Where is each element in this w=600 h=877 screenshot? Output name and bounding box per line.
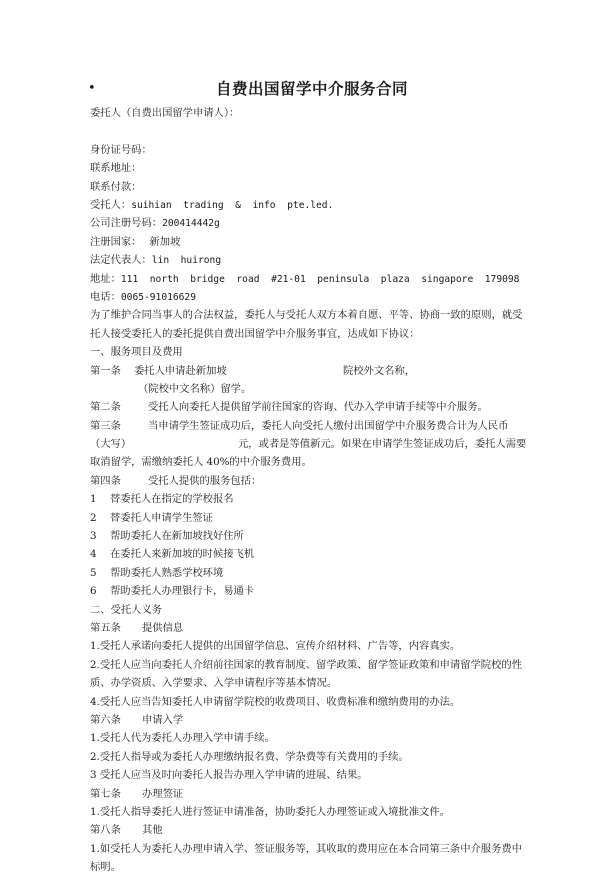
service-number: 4 — [90, 548, 97, 561]
phone-label: 电话： — [90, 290, 121, 303]
article-6-item: 2.受托人指导或为委托人办理缴纳报名费、学杂费等有关费用的手续。 — [90, 750, 409, 763]
service-text: 替委托人在指定的学校报名 — [110, 493, 234, 506]
service-item — [90, 582, 530, 600]
article-7 — [90, 785, 530, 803]
contact-line — [90, 178, 530, 196]
article-6 — [90, 711, 530, 729]
bullet-icon: • — [88, 81, 96, 96]
service-text: 帮助委托人熟悉学校环境 — [110, 566, 224, 579]
article-2-label: 第二条 — [90, 401, 121, 414]
rep-label: 法定代表人： — [90, 254, 152, 267]
article-7-label: 第七条 — [90, 787, 121, 800]
phone-line — [90, 288, 530, 306]
article-8-item: 1.如受托人为委托人办理申请入学、签证服务等，其收取的费用应在本合同第三条中介服务费中标明。 — [90, 842, 522, 874]
article-6-item: 3 受托人应当及时向委托人报告办理入学申请的进展、结果。 — [90, 769, 368, 782]
article-1-text: 委托人申请赴新加坡 — [134, 364, 227, 377]
article-1 — [90, 362, 530, 380]
contact-label: 联系付款： — [90, 180, 142, 193]
article-5 — [90, 619, 530, 637]
article-5-item: 2.受托人应当向委托人介绍前往国家的教育制度、留学政策、留学签证政策和申请留学院校的性质、办学资质、入学要求、入学申请程序等基本情况。 — [90, 658, 522, 690]
article-7-text: 办理签证 — [142, 787, 184, 800]
service-number: 1 — [90, 493, 97, 506]
address-line — [90, 159, 530, 177]
address-label: 联系地址： — [90, 162, 142, 175]
client-line — [90, 104, 530, 122]
document-title: 自费出国留学中介服务合同 — [216, 79, 409, 98]
id-label: 身份证号码： — [90, 143, 152, 156]
service-text: 替委托人申请学生签证 — [110, 511, 213, 524]
country-line — [90, 233, 530, 251]
service-number: 3 — [90, 530, 97, 543]
trustee-value: suihian trading & info pte.led. — [131, 199, 334, 211]
addr2-value: 111 north bridge road #21-01 peninsula plaza singapore 179098 — [120, 273, 520, 285]
reg-line — [90, 214, 530, 232]
article-3-amount-label: （大写） — [90, 438, 132, 451]
rep-value: lin huirong — [151, 255, 222, 267]
article-7-item: 1.受托人指导委托人进行签证申请准备，协助委托人办理签证或入境批准文件。 — [90, 805, 450, 818]
service-item — [90, 545, 530, 563]
intro-paragraph: 为了维护合同当事人的合法权益，委托人与受托人双方本着自愿、平等、协商一致的原则，就受托人接受委托人的委托提供自费出国留学中介服务事宜，达成如下协议： — [90, 309, 523, 340]
trustee-line — [90, 196, 530, 214]
service-item — [90, 490, 530, 508]
service-item — [90, 527, 530, 545]
article-3-label: 第三条 — [90, 419, 121, 432]
article-8-text: 其他 — [142, 824, 163, 837]
id-line — [90, 141, 530, 159]
article-3 — [90, 417, 530, 435]
article-3-text: 当申请学生签证成功后，委托人向受托人缴付出国留学中介服务费合计为人民币 — [148, 419, 509, 432]
rep-line — [90, 251, 530, 269]
article-8-label: 第八条 — [90, 824, 121, 837]
phone-value: 0065-91016629 — [120, 291, 196, 303]
reg-value: 200414442g — [162, 218, 220, 230]
article-2-text: 受托人向委托人提供留学前往国家的咨询、代办入学申请手续等中介服务。 — [148, 401, 488, 414]
section-2-heading: 二、受托人义务 — [90, 603, 163, 616]
section-1-heading: 一、服务项目及费用 — [90, 346, 183, 359]
article-6-label: 第六条 — [90, 713, 121, 726]
article-8 — [90, 821, 530, 839]
service-number: 2 — [90, 511, 97, 524]
addr2-label: 地址： — [90, 272, 121, 285]
article-1-label: 第一条 — [90, 364, 121, 377]
article-4-text: 受托人提供的服务包括： — [148, 474, 262, 487]
service-text: 在委托人来新加坡的时候接飞机 — [110, 548, 255, 561]
article-2 — [90, 398, 530, 416]
title-row — [0, 78, 600, 102]
service-text: 帮助委托人在新加坡找好住所 — [110, 530, 244, 543]
article-4 — [90, 472, 530, 490]
blank-line — [90, 122, 530, 140]
addr2-line — [90, 270, 530, 288]
article-4-label: 第四条 — [90, 474, 121, 487]
article-5-text: 提供信息 — [142, 622, 184, 634]
article-6-text: 申请入学 — [142, 713, 184, 726]
service-item — [90, 564, 530, 582]
contract-body — [90, 104, 530, 877]
service-number: 6 — [90, 585, 97, 598]
client-label: 委托人（自费出国留学申请人）： — [90, 107, 240, 119]
reg-label: 公司注册号码： — [90, 217, 163, 230]
article-1-line-2: （院校中文名称）留学。 — [138, 382, 252, 395]
article-5-item: 1.受托人承诺向委托人提供的出国留学信息、宣传介绍材料、广告等，内容真实。 — [90, 640, 461, 653]
country-label: 注册国家： — [90, 235, 142, 248]
article-6-item: 1.受托人代为委托人办理入学申请手续。 — [90, 732, 275, 745]
country-value: 新加坡 — [149, 235, 181, 248]
article-5-item: 4.受托人应当告知委托人申请留学院校的收费项目、收费标准和缴纳费用的办法。 — [90, 695, 461, 708]
article-3-continued — [90, 435, 530, 472]
article-3-remainder: 元，或者是等值新元。如果在申请学生签证成功后，委托人需要取消留学，需缴纳委托人 40%的中介服务费用。 — [90, 438, 527, 469]
article-5-label: 第五条 — [90, 622, 121, 634]
trustee-label: 受托人： — [90, 198, 132, 211]
article-1-right: 院校外文名称， — [343, 364, 416, 377]
service-text: 帮助委托人办理银行卡，易通卡 — [110, 585, 255, 598]
service-item — [90, 509, 530, 527]
service-number: 5 — [90, 566, 97, 579]
